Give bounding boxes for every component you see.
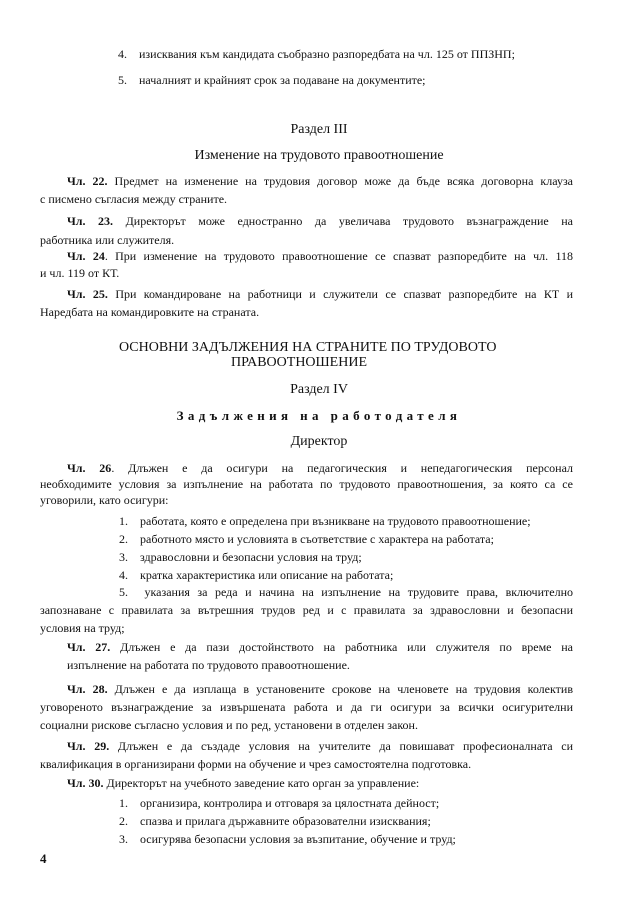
article-23-cont: работника или служителя. <box>40 233 175 247</box>
article-label: Чл. 25. <box>67 287 108 301</box>
list-item: 5. указания за реда и начина на изпълнение на трудовите права, включително <box>119 585 573 599</box>
list-item: 4. кратка характеристика или описание на работата; <box>119 568 394 582</box>
page-number: 4 <box>40 851 47 866</box>
article-30: Чл. 30. Директорът на учебното заведение като орган за управление: <box>67 776 420 790</box>
article-label: Чл. 29. <box>67 739 110 753</box>
article-27: Чл. 27. Длъжен е да пази достойнството на работника или служителя по време на <box>67 640 573 654</box>
article-26: Чл. 26. Длъжен е да осигури на педагогическия и непедагогическия персонал <box>67 461 573 475</box>
article-28-cont: уговореното възнаграждение за извършената работа и да ги осигури за всички осигурителни <box>40 700 573 714</box>
list-item: 3. осигурява безопасни условия за възпитание, обучение и труд; <box>119 832 456 846</box>
list-item: 3. здравословни и безопасни условия на труд; <box>119 550 362 564</box>
article-25-cont: Наредбата на командировките на страната. <box>40 305 260 319</box>
article-22-cont: с писмено съгласия между страните. <box>40 192 228 206</box>
main-heading-line1: ОСНОВНИ ЗАДЪЛЖЕНИЯ НА СТРАНИТЕ ПО ТРУДОВОТО <box>119 340 497 355</box>
list-item: 1. работата, която е определена при възникване на трудовото правоотношение; <box>119 514 531 528</box>
article-label: Чл. 27. <box>67 640 111 654</box>
list-item: 4. изисквания към кандидата съобразно разпоредбата на чл. 125 от ППЗНП; <box>118 47 515 61</box>
section-subheading: Директор <box>290 434 348 449</box>
section-title: Раздел III <box>290 122 348 137</box>
section-subtitle: Задължения на работодателя <box>176 408 462 423</box>
article-24-cont: и чл. 119 от КТ. <box>40 266 120 280</box>
list-item: 2. спазва и прилага държавните образователни изисквания; <box>119 814 431 828</box>
article-29: Чл. 29. Длъжен е да създаде условия на учителите да повишават професионалната си <box>67 739 573 753</box>
list-item-cont: запознаване с правилата за вътрешния трудов ред и с правилата за здравословни и безопасни <box>40 603 573 617</box>
article-label: Чл. 30. <box>67 776 104 790</box>
article-27-cont: изпълнение на работата по трудовото правоотношение. <box>67 658 350 672</box>
article-label: Чл. 28. <box>67 682 108 696</box>
list-item-cont: условия на труд; <box>40 621 125 635</box>
article-23: Чл. 23. Директорът може едностранно да увеличава трудовото възнаграждение на <box>67 214 574 228</box>
list-item: 5. началният и крайният срок за подаване на документите; <box>118 73 426 87</box>
list-item: 2. работното място и условията в съответствие с характера на работата; <box>119 532 494 546</box>
main-heading-line2: ПРАВООТНОШЕНИЕ <box>231 355 367 370</box>
section-title: Раздел IV <box>290 382 348 397</box>
article-28: Чл. 28. Длъжен е да изплаща в установените срокове на членовете на трудовия колектив <box>67 682 573 696</box>
article-24: Чл. 24. При изменение на трудовото правоотношение се спазват разпоредбите на чл. 118 <box>67 249 573 263</box>
article-label: Чл. 26 <box>67 461 112 475</box>
list-item: 1. организира, контролира и отговаря за цялостната дейност; <box>119 796 440 810</box>
article-25: Чл. 25. При командироване на работници и служители се спазват разпоредбите на КТ и <box>67 287 574 301</box>
article-26-cont: уговорили, като осигури: <box>40 493 169 507</box>
article-26-cont: необходимите условия за изпълнение на работата по трудовото правоотношения, за която са се <box>40 477 573 491</box>
article-22: Чл. 22. Предмет на изменение на трудовия договор може да бъде всяка договорна клауза <box>67 174 574 188</box>
article-label: Чл. 23. <box>67 214 114 228</box>
article-label: Чл. 24 <box>67 249 105 263</box>
section-subtitle: Изменение на трудовото правоотношение <box>194 148 444 163</box>
article-label: Чл. 22. <box>67 174 108 188</box>
article-28-cont: социални рискове съгласно условия и по ред, установени в отделен закон. <box>40 718 418 732</box>
article-29-cont: квалификация в организирани форми на обучение и чрез самостоятелна подготовка. <box>40 757 472 771</box>
